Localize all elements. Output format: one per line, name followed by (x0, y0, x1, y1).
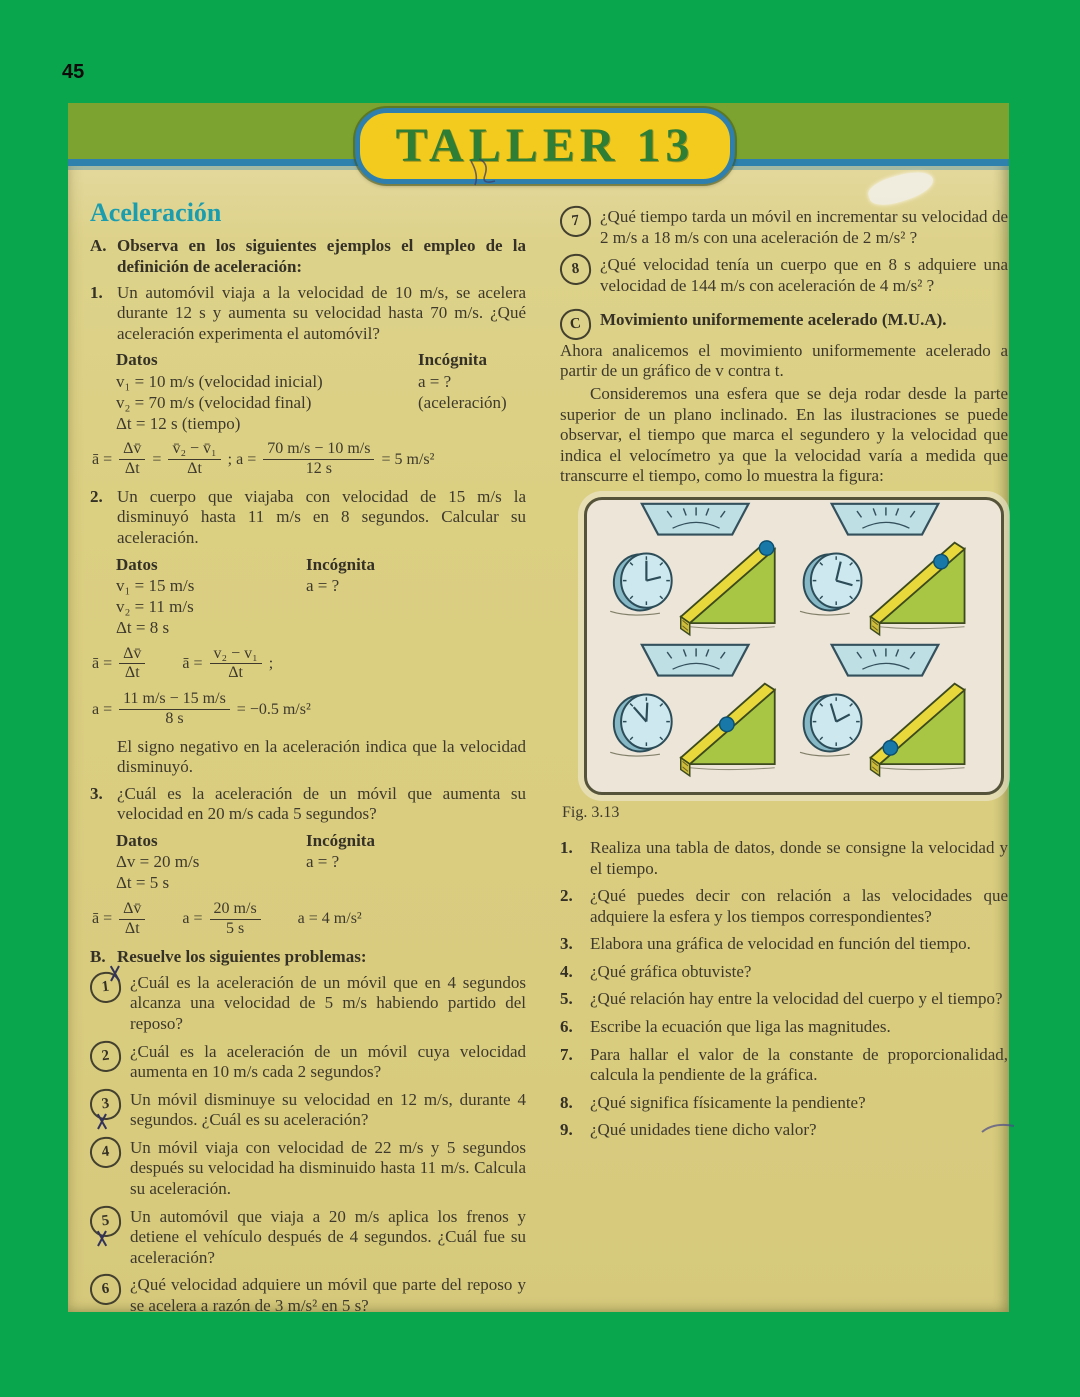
fraction-denominator: Δt (124, 460, 140, 478)
clock-icon (800, 553, 861, 615)
formula-result: a = 4 m/s² (297, 910, 362, 928)
problem-item-1 (90, 973, 526, 1035)
example-1-number: 1. (90, 282, 103, 302)
datos-row: v₂ = 11 m/s (116, 597, 194, 617)
incognita-row: a = ? (306, 852, 340, 872)
question-item (560, 886, 1008, 927)
problem-list-b-continued (560, 207, 1008, 296)
example-3 (90, 784, 526, 825)
left-column (90, 197, 526, 1323)
incognita-row: a = ? (418, 371, 452, 391)
formula-term: ā = (92, 655, 113, 673)
inclined-plane-illustration (589, 502, 993, 784)
clock-icon (800, 694, 861, 756)
fraction (119, 441, 145, 478)
formula-group (182, 901, 260, 938)
question-text: ¿Qué gráfica obtuviste? (590, 961, 752, 981)
problem-text: ¿Cuál es la aceleración de un móvil cuya velocidad aumenta en 10 m/s cada 2 segundos? (130, 1041, 526, 1082)
problem-text: Un móvil disminuye su velocidad en 12 m/s, durante 4 segundos. ¿Cuál es su aceleración? (130, 1089, 526, 1130)
problem-item-3 (90, 1090, 526, 1131)
question-number: 4. (560, 961, 573, 981)
question-item (560, 1045, 1008, 1086)
scanned-page (68, 103, 1009, 1315)
formula-term: ; a = (227, 450, 257, 468)
incognita-label: Incógnita (418, 350, 487, 370)
question-number: 8. (560, 1092, 573, 1112)
speedometer-icon (832, 645, 939, 676)
inclined-plane-icon (871, 683, 965, 775)
fraction (263, 441, 374, 478)
speedometer-icon (832, 504, 939, 535)
fraction (119, 646, 145, 683)
mua-paragraph-1: Ahora analicemos el movimiento uniformemente acelerado a partir de un gráfico de v contra t. (560, 340, 1008, 381)
figure-panel-4 (800, 645, 965, 776)
circled-number: 7 (558, 204, 593, 239)
formula-term: = (152, 450, 162, 468)
problem-text: ¿Qué velocidad adquiere un móvil que parte del reposo y se acelera a razón de 3 m/s² en 5 s? (130, 1275, 526, 1315)
section-a-label: A. (90, 236, 107, 256)
ball-icon (883, 740, 897, 754)
example-3-text: ¿Cuál es la aceleración de un móvil que aumenta su velocidad en 20 m/s cada 5 segundos? (117, 783, 526, 824)
incognita-column (306, 554, 375, 639)
taller-title: TALLER 13 (395, 118, 695, 172)
figure-panel-3 (610, 645, 775, 776)
inclined-plane-icon (681, 542, 775, 634)
fraction (210, 646, 262, 683)
problem-item-4 (90, 1138, 526, 1200)
question-number: 9. (560, 1120, 573, 1140)
question-text: Realiza una tabla de datos, donde se consigne la velocidad y el tiempo. (590, 838, 1008, 878)
example-3-data-block (116, 830, 526, 894)
example-1 (90, 283, 526, 345)
fraction (119, 691, 230, 728)
problem-text: ¿Cuál es la aceleración de un móvil que en 4 segundos alcanza una velocidad de 5 m/s habiendo partido del reposo? (130, 972, 526, 1034)
formula-group (182, 646, 273, 683)
example-3-number: 3. (90, 783, 103, 803)
question-number: 3. (560, 934, 573, 954)
question-number: 5. (560, 989, 573, 1009)
example-2-number: 2. (90, 486, 103, 506)
question-text: Escribe la ecuación que liga las magnitudes. (590, 1017, 891, 1037)
question-item (560, 962, 1008, 983)
pen-x-mark (94, 1231, 109, 1246)
question-text: Para hallar el valor de la constante de proporcionalidad, calcula la pendiente de la gráfica. (590, 1044, 1008, 1085)
datos-column (116, 830, 306, 894)
question-text: ¿Qué unidades tiene dicho valor? (590, 1120, 817, 1140)
fraction-numerator: Δv̄ (119, 901, 145, 920)
clock-icon (610, 553, 671, 615)
pen-scribble-icon (463, 151, 523, 191)
circled-letter-c: C (558, 307, 593, 342)
problem-item-8 (560, 255, 1008, 296)
incognita-column (418, 349, 507, 434)
datos-row: Δt = 5 s (116, 873, 170, 893)
pen-x-mark (94, 1114, 109, 1129)
example-2-formula-2 (92, 691, 526, 728)
fraction-denominator: Δt (228, 664, 243, 682)
problem-text: ¿Qué velocidad tenía un cuerpo que en 8 s adquiere una velocidad de 144 m/s con aceleración de 4 m/s² ? (600, 255, 1008, 295)
section-heading-aceleracion: Aceleración (90, 198, 222, 227)
circled-number: 5 (88, 1204, 123, 1239)
formula-term: ā = (92, 910, 113, 928)
inclined-plane-icon (871, 542, 965, 634)
fraction (119, 901, 145, 938)
circled-number: 8 (558, 252, 593, 287)
figure-panel-2 (800, 504, 965, 635)
datos-label: Datos (116, 554, 158, 574)
question-number: 7. (560, 1044, 573, 1064)
question-item (560, 1093, 1008, 1114)
fraction-denominator: 8 s (165, 709, 184, 727)
formula-result: = −0.5 m/s² (236, 700, 311, 718)
ball-icon (759, 541, 773, 555)
datos-row: Δt = 12 s (tiempo) (116, 414, 241, 434)
example-3-formula (92, 901, 526, 938)
example-1-formula (92, 441, 526, 478)
figure-panel-1 (610, 504, 775, 635)
fraction (210, 901, 261, 938)
formula-term: ; (268, 655, 274, 673)
fraction-denominator: Δt (124, 919, 140, 937)
formula-term: ā = (182, 655, 203, 673)
formula-term: ā = (92, 450, 113, 468)
fraction-denominator: 5 s (225, 919, 245, 937)
incognita-label: Incógnita (306, 554, 375, 574)
incognita-column (306, 830, 375, 894)
formula-result: = 5 m/s² (381, 450, 435, 468)
formula-term: a = (92, 700, 113, 718)
fraction-numerator: 20 m/s (210, 901, 261, 920)
problem-text: Un automóvil que viaja a 20 m/s aplica los frenos y detiene el vehículo después de 4 segundos. ¿Cuál fue su aceleración? (130, 1206, 526, 1267)
section-a-heading (90, 236, 526, 277)
datos-label: Datos (116, 350, 158, 370)
section-b-title: Resuelve los siguientes problemas: (117, 947, 367, 967)
section-c-title: Movimiento uniformemente acelerado (M.U.A). (600, 310, 947, 330)
circled-number: 6 (88, 1272, 123, 1307)
question-text: ¿Qué puedes decir con relación a las velocidades que adquiere la esfera y los tiempos correspondientes? (590, 886, 1008, 926)
example-2-formula-1 (92, 646, 526, 683)
circled-number: 4 (88, 1135, 123, 1170)
incognita-row: a = ? (306, 575, 340, 595)
example-1-text: Un automóvil viaja a la velocidad de 10 m/s, se acelera durante 12 s y aumenta su velocidad hasta 70 m/s. ¿Qué aceleración experimenta el automóvil? (117, 282, 526, 343)
incognita-row: (aceleración) (418, 392, 507, 412)
question-item (560, 838, 1008, 879)
problem-item-7 (560, 207, 1008, 248)
fraction-numerator: 11 m/s − 15 m/s (119, 691, 230, 710)
question-number: 2. (560, 886, 573, 906)
question-text: ¿Qué significa físicamente la pendiente? (590, 1092, 866, 1112)
question-item (560, 934, 1008, 955)
right-column (560, 203, 1008, 1148)
fraction-numerator: v̄₂ − v̄₁ (168, 441, 220, 460)
speedometer-icon (642, 645, 749, 676)
datos-column (116, 349, 418, 434)
incognita-label: Incógnita (306, 830, 375, 850)
datos-row: Δv = 20 m/s (116, 852, 200, 872)
question-number: 1. (560, 838, 573, 858)
ball-icon (720, 717, 734, 731)
datos-row: v₂ = 70 m/s (velocidad final) (116, 392, 312, 412)
problem-text: ¿Qué tiempo tarda un móvil en incrementar su velocidad de 2 m/s a 18 m/s con una aceleración de 2 m/s² ? (600, 207, 1008, 247)
datos-label: Datos (116, 830, 158, 850)
fraction-numerator: v₂ − v₁ (210, 646, 262, 665)
question-text: ¿Qué relación hay entre la velocidad del cuerpo y el tiempo? (590, 989, 1003, 1009)
pen-x-mark (107, 966, 122, 981)
taller-badge (355, 108, 735, 184)
problem-list-b (90, 973, 526, 1316)
circled-number: 1 (88, 970, 123, 1005)
problem-item-5 (90, 1207, 526, 1269)
example-2-note: El signo negativo en la aceleración indica que la velocidad disminuyó. (117, 736, 526, 777)
problem-item-2 (90, 1042, 526, 1083)
pen-mark-icon (980, 1118, 1016, 1140)
example-2-text: Un cuerpo que viajaba con velocidad de 15 m/s la disminuyó hasta 11 m/s en 8 segundos. Calcular su aceleración. (117, 486, 526, 547)
mua-paragraph-2: Consideremos una esfera que se deja rodar desde la parte superior de un plano inclinado. En las ilustraciones se puede observar, el tiempo que marca el segundero y la velocidad que indica el velocímetro ya que la velocidad varía a medida que transcurre el tiempo, como lo muestra la figura: (560, 383, 1008, 486)
question-number: 6. (560, 1017, 573, 1037)
question-item (560, 989, 1008, 1010)
clock-icon (610, 694, 671, 756)
fraction-denominator: Δt (124, 664, 140, 682)
figure-3-13 (584, 497, 1004, 795)
fraction-numerator: Δv̄ (119, 646, 145, 665)
datos-row: Δt = 8 s (116, 618, 170, 638)
section-b-heading (90, 947, 526, 968)
example-2 (90, 487, 526, 549)
section-a-title: Observa en los siguientes ejemplos el empleo de la definición de aceleración: (117, 236, 526, 277)
formula-term: a = (182, 910, 203, 928)
example-2-data-block (116, 554, 526, 639)
page-number: 45 (62, 61, 85, 83)
datos-row: v₁ = 15 m/s (116, 575, 195, 595)
fraction-denominator: Δt (187, 460, 202, 478)
datos-row: v₁ = 10 m/s (velocidad inicial) (116, 371, 323, 391)
example-1-data-block (116, 349, 526, 434)
question-item (560, 1017, 1008, 1038)
fraction (168, 441, 220, 478)
problem-text: Un móvil viaja con velocidad de 22 m/s y 5 segundos después su velocidad ha disminuido hasta 11 m/s. Calcula su aceleración. (130, 1137, 526, 1198)
section-b-label: B. (90, 947, 106, 967)
fraction-numerator: Δv̄ (119, 441, 145, 460)
ball-icon (934, 554, 948, 568)
question-list-c (560, 838, 1008, 1141)
figure-caption: Fig. 3.13 (562, 803, 620, 821)
circled-number: 3 (88, 1087, 123, 1122)
problem-item-6 (90, 1275, 526, 1316)
datos-column (116, 554, 306, 639)
section-c-heading (560, 310, 1008, 334)
speedometer-icon (642, 504, 749, 535)
question-item (560, 1120, 1008, 1141)
question-text: Elabora una gráfica de velocidad en función del tiempo. (590, 934, 971, 954)
fraction-denominator: 12 s (305, 460, 332, 478)
circled-number: 2 (88, 1039, 123, 1074)
fraction-numerator: 70 m/s − 10 m/s (263, 441, 374, 460)
